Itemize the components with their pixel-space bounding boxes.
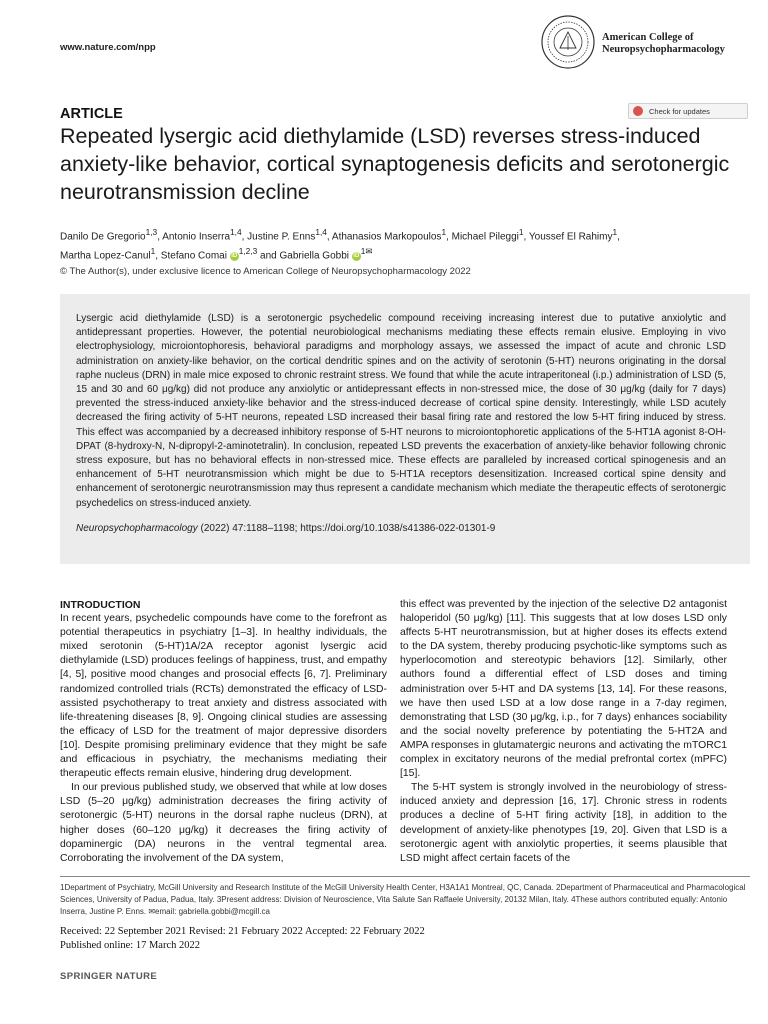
section-heading-introduction: INTRODUCTION (60, 599, 141, 611)
acnp-seal-icon (540, 14, 596, 70)
publisher-name (602, 32, 725, 56)
journal-name: Neuropsychopharmacology (76, 522, 198, 534)
journal-url[interactable]: www.nature.com/npp (60, 42, 156, 53)
abstract-text: Lysergic acid diethylamide (LSD) is a serotonergic psychedelic compound receiving increasing interest due to putative anxiolytic and antidepressant properties. However, the potential neurobiological mechanisms mediating these effects remain elusive. Employing in vivo electrophysiology, microiontophoresis, behavioral paradigms and morphology assays, we assessed the impact of acute and chronic LSD administration on anxiety-like behavior, on the cortical dendritic spines and on the activity of serotonin (5-HT) neurons originating in the dorsal raphe nucleus (DRN) in male mice exposed to chronic restraint stress. We found that while the acute intraperitoneal (i.p.) administration of LSD (5, 15 and 30 and 60 μg/kg) did not produce any anxiolytic or antidepressant effects in non-stressed mice, the dose of 30 μg/kg (daily for 7 days) prevented the stress-induced anxiety-like behavior and the stress-induced decrease of cortical spine density. Interestingly, while LSD acutely decreased the firing activity of 5-HT neurons, repeated LSD increased their basal firing rate and restored the low 5-HT firing induced by stress. This effect was accompanied by a decreased inhibitory response of 5-HT neurons to microiontophoretic applications of the 5-HT1A agonist 8-OH-DPAT (8-hydroxy-N, N-dipropyl-2-aminotetralin). In conclusion, repeated LSD prevents the exacerbation of anxiety-like behavior following chronic stress exposure, but has no behavioral effects in non-stressed mice. These effects are paralleled by increased cortical spinogenesis and an enhancement of 5-HT neurotransmission which might be due to 5-HT1A receptors desensitization. Increased cortical spine density and enhancement of serotonergic neurotransmission may thus represent a candidate mechanism which mediate the therapeutic effects of serotonergic psychedelics on stress-induced anxiety. (76, 313, 726, 509)
acnp-logo (540, 14, 740, 74)
article-title: Repeated lysergic acid diethylamide (LSD) reverses stress-induced anxiety-like behavior, cortical synaptogenesis deficits and serotonergic neurotransmission decline (60, 124, 730, 204)
authors-line-1: Danilo De Gregorio$^{1,3}$, Antonio Inserra$^{1,4}$, Justine P. Enns$^{1,4}$, Athanasios Markopoulos$^1$, Michael Pileggi$^1$, Youssef El Rahimy$^1$, (60, 227, 620, 243)
check-updates-icon (633, 106, 643, 116)
check-for-updates-button[interactable] (628, 103, 748, 119)
footnote-divider (60, 876, 750, 877)
published-online: Published online: 17 March 2022 (60, 939, 200, 951)
body-paragraph: this effect was prevented by the injection of the selective D2 antagonist haloperidol (50 μg/kg) [11]. This suggests that at low doses LSD only affects 5-HT neurotransmission, but at higher doses its effects extend to the DA system, thereby producing psychotic-like symptoms such as hyperlocomotion and stereotypic behaviors [12]. Similarly, other authors found a differential effect of LSD doses and timing administration over 5-HT and DA systems [13, 14]. For these reasons, we have then used LSD at a low dose range in a 7-day regimen, demonstrating that LSD (30 μg/kg, i.p., for 7 days) enhances sociability and the social novelty preference by potentiating the 5-HT2A and AMPA responses in glutamatergic neurons and activating the mTORC1 complex in excitatory neurons of the medial prefrontal cortex (mPFC) [15]. (400, 599, 727, 780)
affiliations-footnote: 1Department of Psychiatry, McGill University and Research Institute of the McGill University Health Center, H3A1A1 Montreal, QC, Canada. 2Department of Pharmaceutical and Pharmacological Sciences, University of Padua, Padua, Italy. 3Present address: Division of Neuroscience, Vita Salute San Raffaele University, 20132 Milan, Italy. 4These authors contributed equally: Antonio Inserra, Justine P. Enns. ✉email: gabriella.gobbi@mcgill.ca (60, 883, 746, 916)
publisher-line2: Neuropsychopharmacology (602, 44, 725, 55)
springer-nature-logo: SPRINGER NATURE (60, 971, 158, 982)
body-column-left (60, 598, 387, 866)
publication-dates (60, 925, 425, 952)
citation-details[interactable]: (2022) 47:1188–1198; https://doi.org/10.1038/s41386-022-01301-9 (197, 522, 496, 534)
body-column-right (400, 598, 727, 866)
citation-line (76, 523, 726, 534)
authors-line-2: Martha Lopez-Canul$^1$, Stefano Comai iD $^{1,2,3}$ and Gabriella Gobbi iD $^{1✉}$ (60, 246, 373, 262)
orcid-icon[interactable]: iD (231, 252, 238, 259)
abstract-box (60, 294, 750, 564)
publisher-line1: American College of (602, 32, 694, 43)
orcid-icon[interactable]: iD (353, 252, 360, 259)
copyright-notice: © The Author(s), under exclusive licence to American College of Neuropsychopharmacology 2022 (60, 266, 471, 277)
author-list (60, 225, 760, 264)
article-type-label: ARTICLE (60, 106, 123, 122)
body-paragraph: In our previous published study, we observed that while at low doses LSD (5–20 μg/kg) administration decreases the firing activity of serotonergic (5-HT) neurons in the dorsal raphe nucleus (DRN), at higher doses (60–120 μg/kg) it decreases the firing activity of dopaminergic (DA) neurons in the ventral tegmental area. Corroborating the involvement of the DA system, (60, 782, 387, 864)
check-updates-label: Check for updates (649, 107, 710, 116)
body-paragraph: The 5-HT system is strongly involved in the neurobiology of stress-induced anxiety and depression [16, 17]. Chronic stress in rodents produces a decline of 5-HT firing activity [18], in addition to the development of anxiety-like phenotypes [19, 20]. Given that LSD is a serotonergic agent with anxiolytic properties, it seems plausible that LSD might affect certain facets of the (400, 782, 727, 864)
received-revised-accepted: Received: 22 September 2021 Revised: 21 February 2022 Accepted: 22 February 2022 (60, 926, 425, 937)
body-paragraph: In recent years, psychedelic compounds have come to the forefront as potential therapeutics in psychiatry [1–3]. In healthy individuals, the mixed serotonin (5-HT)1A/2A receptor agonist lysergic acid diethylamide (LSD) produces feelings of happiness, trust, and empathy [4, 5], positive mood changes and prosocial effects [6, 7]. Preliminary randomized controlled trials (RCTs) demonstrated the efficacy of LSD-assisted psychotherapy to treat anxiety and distress associated with life-threatening diseases [8, 9]. Ongoing clinical studies are assessing the efficacy of LSD for the treatment of major depressive disorders [10]. Despite promising preliminary evidence that they might be safe and efficacious in psychiatry, the mechanisms mediating their therapeutic effects remain elusive, hindering drug development. (60, 613, 387, 780)
